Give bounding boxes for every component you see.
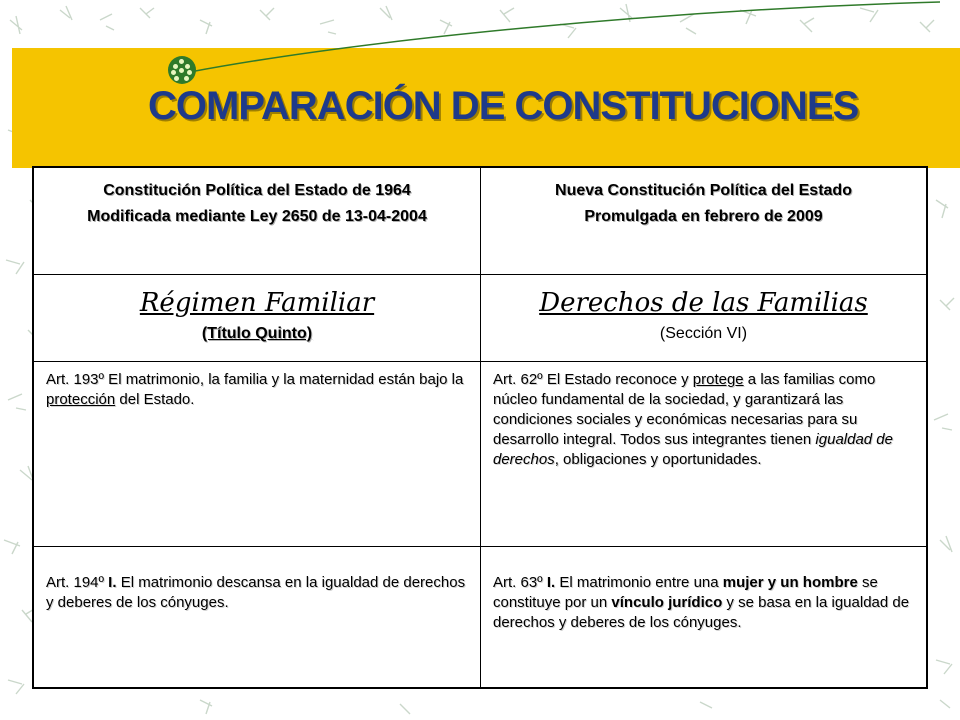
- left-header-line1: Constitución Política del Estado de 1964: [103, 182, 411, 199]
- article-62-italic: igualdad de derechos: [493, 431, 893, 468]
- article-193-text-end: del Estado.: [115, 391, 195, 408]
- article-row-1: [33, 362, 927, 547]
- right-section-title: Derechos de las Familias: [539, 288, 868, 318]
- article-194-roman: I.: [104, 574, 117, 591]
- section-right: [481, 275, 928, 362]
- left-section-subtitle: (Título Quinto): [201, 325, 313, 342]
- header-row: [33, 167, 927, 275]
- bullet-icon: [168, 56, 196, 84]
- article-193-number: Art. 193º: [46, 371, 105, 388]
- article-63-cell: [481, 547, 928, 689]
- article-62-text-mid: a las familias como núcleo fundamental de la sociedad, y garantizará las condiciones sociales y económicas necesarias para su desarrollo integral. Todos sus integrantes tienen: [493, 371, 876, 448]
- article-62-underlined: protege: [692, 371, 744, 388]
- header-left: [33, 167, 481, 275]
- article-193-underlined: protección: [46, 391, 116, 408]
- article-62-number: Art. 62º: [493, 371, 543, 388]
- article-63-text: El matrimonio entre una: [555, 574, 723, 591]
- article-63-bold-2: vínculo jurídico: [611, 594, 723, 611]
- article-194-text: El matrimonio descansa en la igualdad de derechos y deberes de los cónyuges.: [46, 574, 466, 611]
- page-title: COMPARACIÓN DE CONSTITUCIONES: [148, 84, 859, 128]
- article-63-bold-1: mujer y un hombre: [722, 574, 858, 591]
- right-section-subtitle: (Sección VI): [659, 325, 748, 342]
- section-row: [33, 275, 927, 362]
- right-header-line2: Promulgada en febrero de 2009: [584, 208, 823, 225]
- right-header-line1: Nueva Constitución Política del Estado: [555, 182, 852, 199]
- article-193: [34, 362, 480, 410]
- comparison-table: [32, 166, 928, 689]
- article-row-2: [33, 547, 927, 689]
- article-194-cell: [33, 547, 481, 689]
- article-63-text-end: y se basa en la igualdad de derechos y deberes de los cónyuges.: [493, 594, 910, 631]
- article-63-roman: I.: [542, 574, 556, 591]
- article-62: [481, 362, 926, 470]
- left-section-title: Régimen Familiar: [139, 288, 375, 318]
- article-63-number: Art. 63º: [493, 574, 543, 591]
- article-62-text-end: , obligaciones y oportunidades.: [554, 451, 762, 468]
- article-194: [34, 547, 480, 613]
- section-left: [33, 275, 481, 362]
- left-header-line2: Modificada mediante Ley 2650 de 13-04-2004: [87, 208, 427, 225]
- article-63: [481, 547, 926, 633]
- decorative-curve: [60, 0, 960, 160]
- article-63-text-mid: se constituye por un: [493, 574, 878, 611]
- article-193-text: El matrimonio, la familia y la maternidad están bajo la: [104, 371, 464, 388]
- header-right: [481, 167, 928, 275]
- article-193-cell: [33, 362, 481, 547]
- article-62-cell: [481, 362, 928, 547]
- article-62-text: El Estado reconoce y: [542, 371, 693, 388]
- article-194-number: Art. 194º: [46, 574, 105, 591]
